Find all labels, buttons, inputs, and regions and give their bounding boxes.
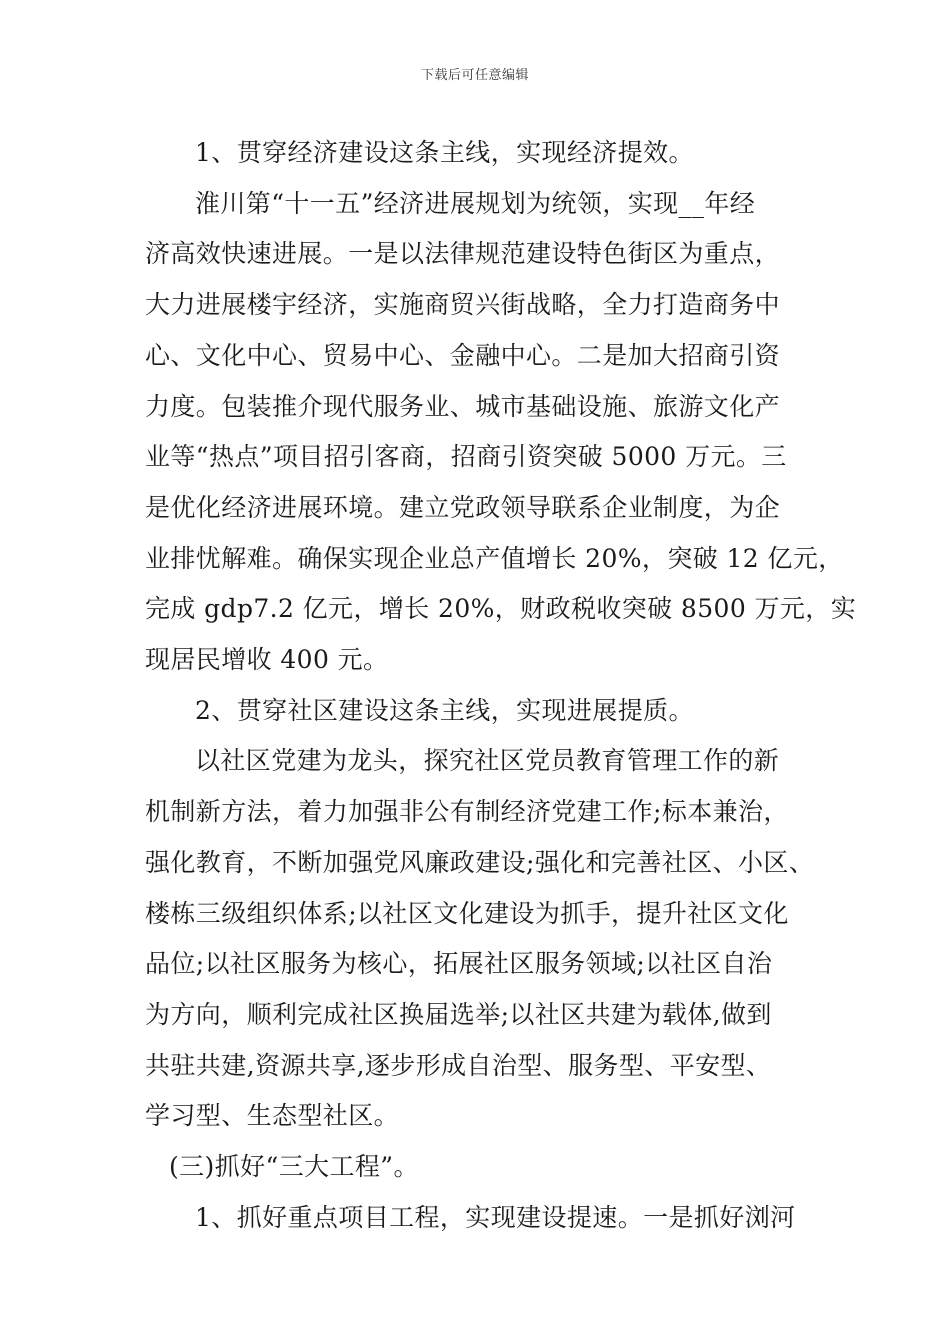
text-line: 学习型、生态型社区。 (145, 1101, 400, 1131)
text-line: 2、贯穿社区建设这条主线，实现进展提质。 (195, 695, 694, 725)
text-line: 淮川第“十一五”经济进展规划为统领，实现__年经 (195, 188, 756, 218)
paragraph-1 (145, 128, 810, 179)
text-line: 大力进展楼宇经济，实施商贸兴街战略，全力打造商务中 (145, 290, 781, 320)
paragraph-2 (145, 179, 857, 686)
text-line: 以社区党建为龙头，探究社区党员教育管理工作的新 (195, 746, 780, 776)
text-line: 是优化经济进展环境。建立党政领导联系企业制度，为企 (145, 492, 781, 522)
text-line: 业等“热点”项目招引客商，招商引资突破 5000 万元。三 (145, 442, 787, 472)
text-line: 济高效快速进展。一是以法律规范建设特色街区为重点， (145, 239, 781, 269)
text-line: 为方向，顺利完成社区换届选举;以社区共建为载体,做到 (145, 999, 772, 1029)
text-line: 1、抓好重点项目工程，实现建设提速。一是抓好浏河 (195, 1202, 796, 1232)
text-line: 共驻共建,资源共享,逐步形成自治型、服务型、平安型、 (145, 1050, 772, 1080)
text-line: 楼栋三级组织体系;以社区文化建设为抓手，提升社区文化 (145, 898, 789, 928)
text-line: 心、文化中心、贸易中心、金融中心。二是加大招商引资 (145, 340, 781, 370)
text-line: 完成 gdp7.2 亿元，增长 20%，财政税收突破 8500 万元，实 (145, 594, 857, 624)
document-body (145, 128, 857, 1243)
paragraph-6 (145, 1193, 810, 1244)
text-line: 机制新方法，着力加强非公有制经济党建工作;标本兼治， (145, 797, 789, 827)
text-line: 业排忧解难。确保实现企业总产值增长 20%，突破 12 亿元， (145, 543, 844, 573)
text-line: 品位;以社区服务为核心，拓展社区服务领域;以社区自治 (145, 949, 773, 979)
page-header-note: 下载后可任意编辑 (420, 68, 529, 83)
paragraph-4 (145, 736, 815, 1142)
text-line: 力度。包装推介现代服务业、城市基础设施、旅游文化产 (145, 391, 781, 421)
text-line: (三)抓好“三大工程”。 (169, 1152, 419, 1182)
paragraph-3 (145, 686, 810, 737)
text-line: 现居民增收 400 元。 (145, 645, 389, 675)
paragraph-5 (145, 1142, 810, 1193)
text-line: 1、贯穿经济建设这条主线，实现经济提效。 (195, 138, 694, 167)
text-line: 强化教育，不断加强党风廉政建设;强化和完善社区、小区、 (145, 847, 815, 877)
